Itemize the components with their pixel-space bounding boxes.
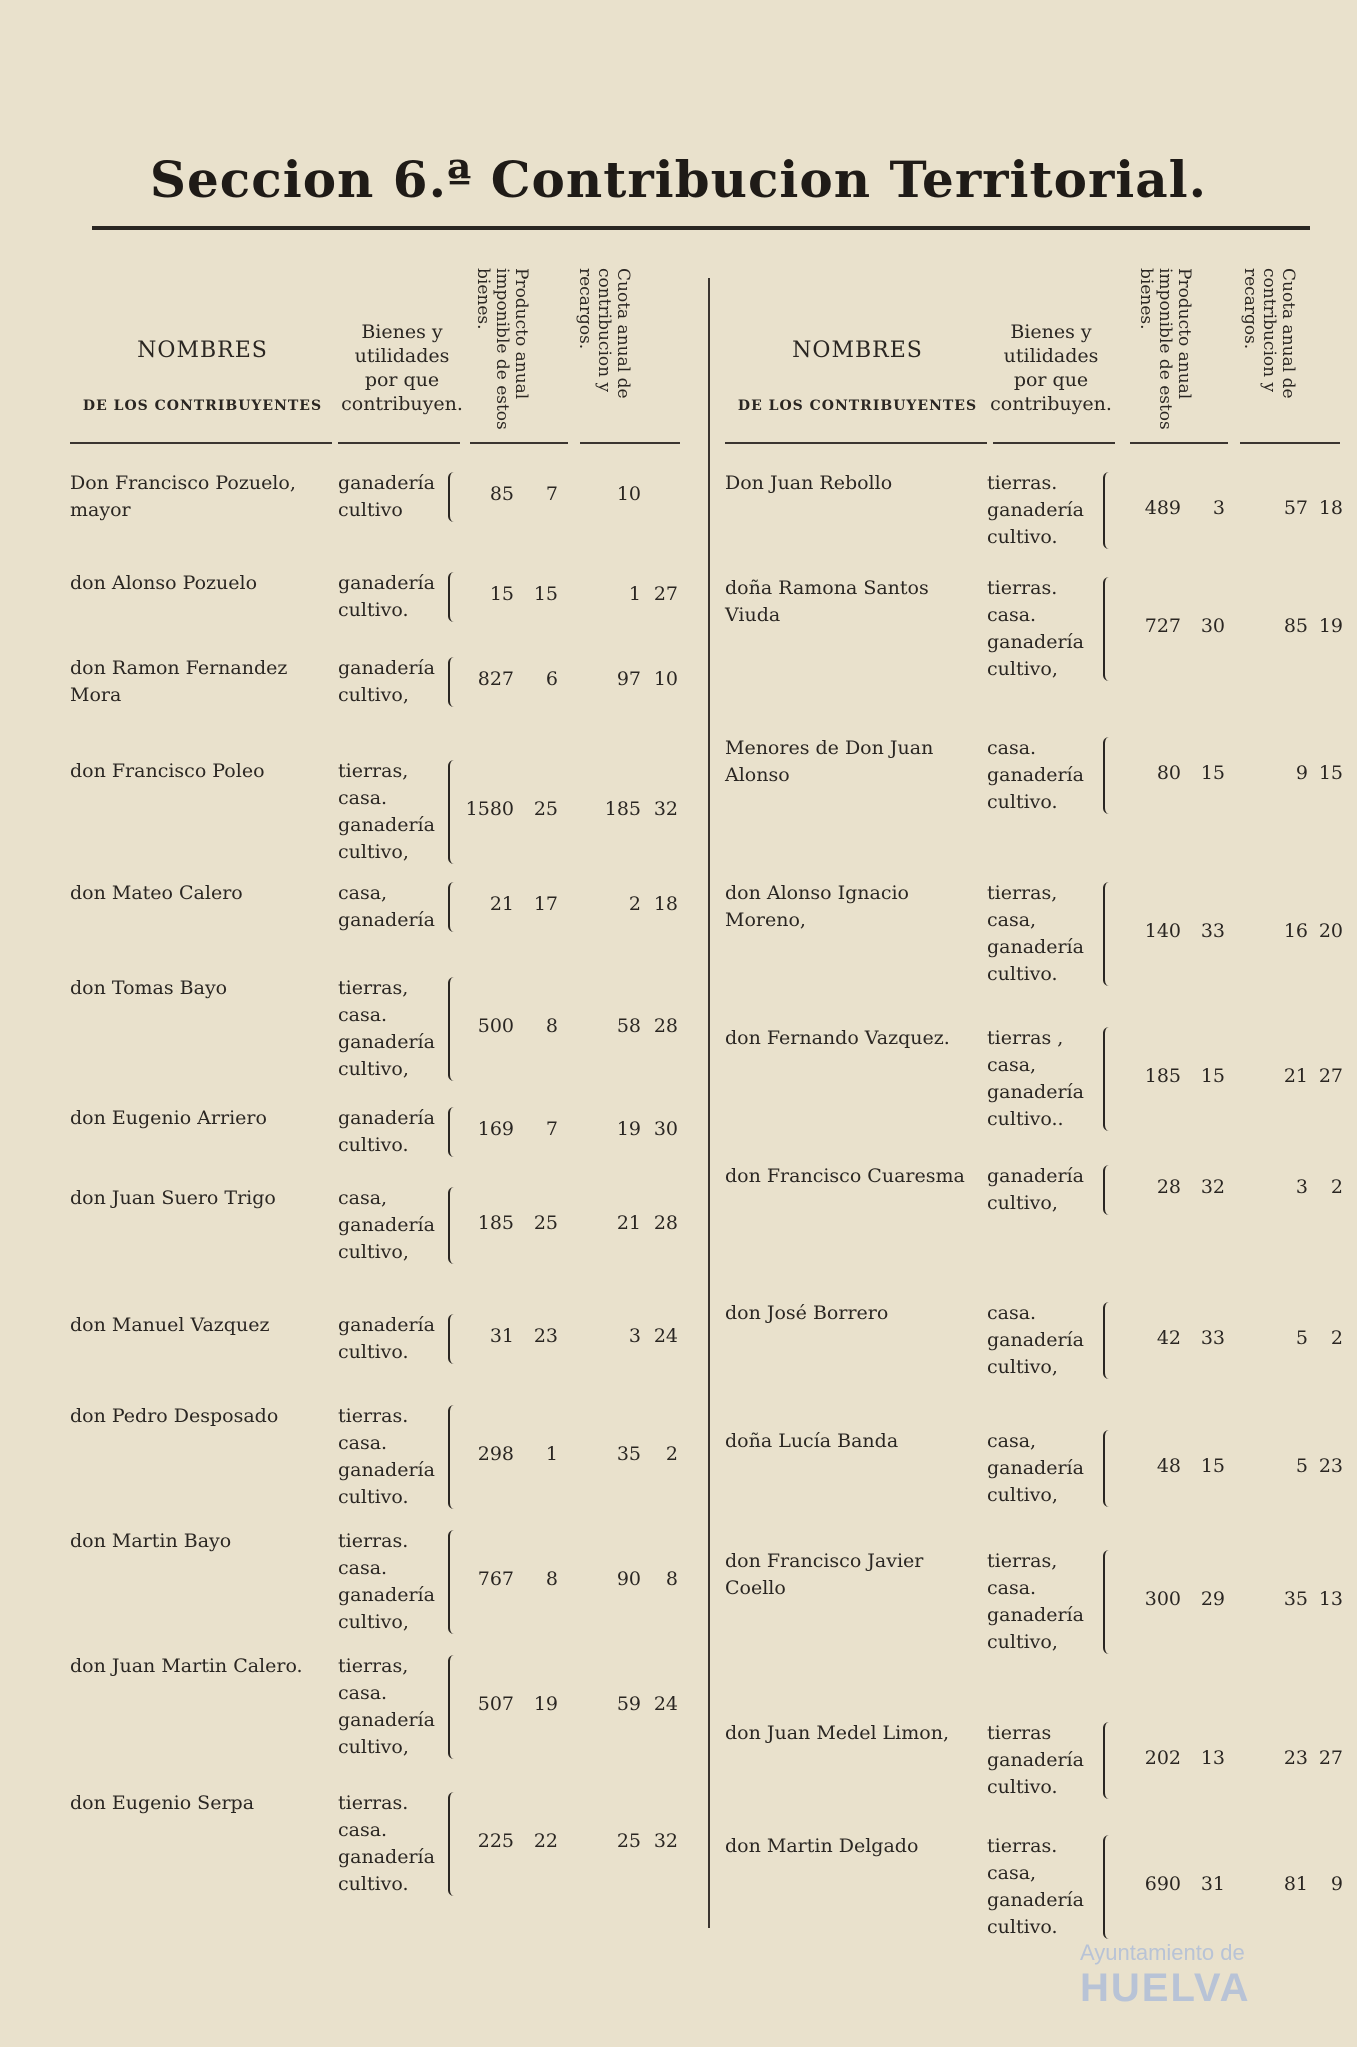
producto-value: 169	[477, 1118, 514, 1140]
producto-value: 827	[477, 668, 514, 690]
property-items: tierras, casa, ganadería cultivo.	[987, 882, 1084, 985]
producto-fraction: 8	[545, 1568, 558, 1590]
cuota-fraction: 2	[1330, 1326, 1343, 1349]
page-title: Seccion 6.ª Contribucion Territorial.	[149, 150, 1208, 209]
cuota-fraction: 15	[1318, 761, 1343, 784]
producto-value: 21	[489, 893, 514, 915]
brace-mark	[1103, 1430, 1117, 1507]
brace-mark	[1103, 1835, 1117, 1939]
cuota-fraction: 13	[1318, 1588, 1343, 1610]
cuota-fraction: 10	[653, 668, 678, 690]
cuota-value: 19	[616, 1118, 641, 1140]
producto-fraction: 7	[545, 483, 558, 505]
cuota-fraction: 27	[1318, 1746, 1343, 1769]
contributor-name: doña Lucía Banda	[725, 1430, 899, 1452]
property-items: ganadería cultivo,	[987, 1165, 1084, 1214]
cuota-value: 85	[1283, 615, 1308, 637]
brace-mark	[448, 1405, 462, 1509]
property-items: tierras, casa. ganadería cultivo,	[987, 1550, 1084, 1653]
contributor-name: don Juan Martin Calero.	[70, 1655, 303, 1677]
contributor-name: don Pedro Desposado	[70, 1405, 279, 1427]
property-items: tierras, casa. ganadería cultivo,	[338, 977, 435, 1080]
producto-fraction: 30	[1200, 615, 1225, 637]
contributor-name: don Eugenio Serpa	[70, 1792, 255, 1814]
cuota-value: 81	[1283, 1873, 1308, 1895]
contributor-name: don Alonso Ignacio Moreno,	[725, 882, 909, 931]
title-rule	[92, 226, 1310, 230]
contributor-name: don Manuel Vazquez	[70, 1314, 270, 1336]
cuota-fraction: 2	[665, 1443, 678, 1465]
cuota-value: 1	[628, 583, 641, 605]
producto-fraction: 8	[545, 1015, 558, 1037]
contributor-name: don Ramon Fernandez Mora	[70, 657, 288, 706]
property-items: ganadería cultivo.	[338, 572, 435, 621]
brace-mark	[1103, 1027, 1117, 1131]
cuota-value: 23	[1283, 1746, 1308, 1769]
property-items: casa. ganadería cultivo.	[987, 737, 1084, 813]
producto-value: 185	[1144, 1065, 1181, 1087]
contributor-name: Don Francisco Pozuelo, mayor	[70, 472, 296, 521]
cuota-fraction: 28	[653, 1211, 678, 1234]
producto-header: Producto anual imponible de estos bienes.	[1136, 268, 1194, 430]
cuota-value: 35	[616, 1443, 641, 1465]
property-items: ganadería cultivo.	[338, 1107, 435, 1156]
brace-mark	[1103, 1722, 1117, 1799]
brace-mark	[1103, 1165, 1117, 1215]
cuota-fraction: 32	[653, 1830, 678, 1852]
producto-fraction: 17	[533, 893, 558, 915]
producto-value: 767	[477, 1568, 514, 1590]
cuota-value: 25	[616, 1830, 641, 1852]
contributor-name: don Martin Bayo	[70, 1530, 232, 1552]
property-items: ganadería cultivo	[338, 472, 435, 521]
cuota-value: 21	[616, 1211, 641, 1234]
cuota-fraction: 24	[653, 1693, 678, 1715]
cuota-fraction: 27	[1318, 1065, 1343, 1087]
property-items: tierras. casa. ganadería cultivo,	[338, 1530, 435, 1633]
contributor-name: doña Ramona Santos Viuda	[725, 577, 929, 626]
cuota-value: 10	[616, 483, 641, 505]
producto-value: 28	[1156, 1176, 1181, 1198]
property-items: ganadería cultivo.	[338, 1314, 435, 1363]
producto-value: 1580	[465, 798, 514, 820]
producto-value: 185	[477, 1211, 514, 1234]
cuota-header: Cuota anual de contribucion y recargos.	[1240, 268, 1298, 399]
brace-mark	[1103, 737, 1117, 814]
property-items: ganadería cultivo,	[338, 657, 435, 706]
contributor-name: don Mateo Calero	[70, 882, 243, 904]
cuota-value: 21	[1283, 1065, 1308, 1087]
property-items: tierras. casa, ganadería cultivo.	[987, 1835, 1084, 1938]
producto-fraction: 13	[1200, 1746, 1225, 1769]
names-header: NOMBRES	[792, 338, 923, 363]
producto-header: Producto anual imponible de estos bienes.	[473, 268, 531, 430]
cuota-value: 5	[1295, 1454, 1308, 1477]
brace-mark	[448, 472, 462, 522]
cuota-fraction: 19	[1318, 615, 1343, 637]
brace-mark	[448, 1187, 462, 1264]
brace-mark	[448, 1530, 462, 1634]
contributor-name: don Francisco Cuaresma	[725, 1165, 965, 1187]
property-items: tierras , casa, ganadería cultivo..	[987, 1027, 1084, 1130]
cuota-value: 59	[616, 1693, 641, 1715]
brace-mark	[448, 1107, 462, 1157]
producto-fraction: 6	[545, 668, 558, 690]
cuota-fraction: 28	[653, 1015, 678, 1037]
property-items: tierras, casa. ganadería cultivo,	[338, 1655, 435, 1758]
cuota-value: 2	[628, 893, 641, 915]
producto-fraction: 29	[1200, 1588, 1225, 1610]
producto-fraction: 3	[1212, 496, 1225, 519]
brace-mark	[1103, 472, 1117, 549]
names-header: NOMBRES	[137, 338, 268, 363]
bienes-header: Bienes y utilidades por que contribuyen.	[990, 321, 1112, 415]
cuota-value: 90	[616, 1568, 641, 1590]
watermark-line2: HUELVA	[1080, 1966, 1251, 2010]
left-column	[70, 260, 685, 1895]
cuota-value: 3	[1295, 1176, 1308, 1198]
brace-mark	[448, 572, 462, 622]
cuota-fraction: 24	[653, 1325, 678, 1347]
producto-value: 489	[1144, 496, 1181, 519]
contributor-name: don José Borrero	[725, 1302, 889, 1324]
property-items: casa. ganadería cultivo,	[987, 1302, 1084, 1378]
cuota-value: 3	[628, 1325, 641, 1347]
brace-mark	[448, 1792, 462, 1896]
contributor-name: don Francisco Javier Coello	[725, 1550, 924, 1599]
contributor-name: Don Juan Rebollo	[725, 472, 893, 494]
right-header	[725, 260, 1345, 450]
cuota-fraction: 30	[653, 1118, 678, 1140]
producto-value: 500	[477, 1015, 514, 1037]
producto-fraction: 15	[533, 583, 558, 605]
producto-fraction: 33	[1200, 920, 1225, 942]
property-items: tierras, casa. ganadería cultivo,	[338, 760, 435, 863]
brace-mark	[448, 1314, 462, 1364]
contributor-name: don Fernando Vazquez.	[725, 1027, 950, 1049]
header-underline	[725, 442, 987, 444]
names-subheader: DE LOS CONTRIBUYENTES	[82, 398, 323, 414]
cuota-value: 35	[1283, 1588, 1308, 1610]
brace-mark	[448, 760, 462, 864]
producto-fraction: 25	[533, 1211, 558, 1234]
producto-value: 202	[1144, 1746, 1181, 1769]
property-items: tierras ganadería cultivo.	[987, 1722, 1084, 1798]
header-underline	[1240, 442, 1340, 444]
cuota-value: 5	[1295, 1326, 1308, 1349]
cuota-fraction: 27	[653, 583, 678, 605]
property-items: tierras. ganadería cultivo.	[987, 472, 1084, 548]
producto-fraction: 23	[533, 1325, 558, 1347]
cuota-value: 16	[1283, 920, 1308, 942]
producto-value: 300	[1144, 1588, 1181, 1610]
contributor-name: don Tomas Bayo	[70, 977, 228, 999]
producto-value: 31	[489, 1325, 514, 1347]
producto-fraction: 19	[533, 1693, 558, 1715]
producto-value: 48	[1156, 1454, 1181, 1477]
brace-mark	[448, 882, 462, 932]
contributor-name: Menores de Don Juan Alonso	[725, 737, 934, 786]
cuota-header: Cuota anual de contribucion y recargos.	[575, 268, 633, 399]
header-underline	[1130, 442, 1228, 444]
cuota-value: 185	[604, 798, 641, 820]
watermark-line1: Ayuntamiento de	[1080, 1940, 1245, 1965]
producto-value: 727	[1144, 615, 1181, 637]
cuota-value: 9	[1295, 761, 1308, 784]
producto-fraction: 15	[1200, 761, 1225, 784]
property-items: tierras. casa. ganadería cultivo.	[338, 1405, 435, 1508]
contributor-name: don Martin Delgado	[725, 1835, 919, 1857]
brace-mark	[1103, 1302, 1117, 1379]
producto-fraction: 33	[1200, 1326, 1225, 1349]
brace-mark	[448, 657, 462, 707]
watermark	[1080, 1940, 1251, 2011]
contributor-name: don Alonso Pozuelo	[70, 572, 258, 594]
column-divider	[708, 278, 710, 1928]
header-underline	[470, 442, 568, 444]
producto-value: 80	[1156, 761, 1181, 784]
property-items: tierras. casa. ganadería cultivo,	[987, 577, 1084, 680]
property-items: tierras. casa. ganadería cultivo.	[338, 1792, 435, 1895]
producto-fraction: 1	[545, 1443, 558, 1465]
cuota-value: 57	[1283, 496, 1308, 519]
producto-fraction: 15	[1200, 1454, 1225, 1477]
cuota-fraction: 32	[653, 798, 678, 820]
cuota-value: 97	[616, 668, 641, 690]
property-items: casa, ganadería cultivo,	[338, 1187, 435, 1263]
cuota-fraction: 23	[1318, 1454, 1343, 1477]
header-underline	[993, 442, 1115, 444]
header-underline	[580, 442, 680, 444]
property-items: casa, ganadería cultivo,	[987, 1430, 1084, 1506]
producto-value: 85	[489, 483, 514, 505]
brace-mark	[448, 977, 462, 1081]
producto-value: 507	[477, 1693, 514, 1715]
bienes-header: Bienes y utilidades por que contribuyen.	[341, 321, 463, 415]
cuota-fraction: 8	[665, 1568, 678, 1590]
contributor-name: don Eugenio Arriero	[70, 1107, 267, 1129]
brace-mark	[1103, 1550, 1117, 1654]
producto-fraction: 32	[1200, 1176, 1225, 1198]
header-underline	[70, 442, 332, 444]
producto-fraction: 22	[533, 1830, 558, 1852]
producto-value: 140	[1144, 920, 1181, 942]
brace-mark	[1103, 577, 1117, 681]
cuota-fraction: 18	[1318, 496, 1343, 519]
producto-value: 42	[1156, 1326, 1181, 1349]
producto-value: 225	[477, 1830, 514, 1852]
producto-fraction: 31	[1200, 1873, 1225, 1895]
contributor-name: don Francisco Poleo	[70, 760, 265, 782]
contributor-name: don Juan Suero Trigo	[70, 1187, 276, 1209]
producto-value: 690	[1144, 1873, 1181, 1895]
producto-value: 15	[489, 583, 514, 605]
cuota-fraction: 20	[1318, 920, 1343, 942]
cuota-fraction: 18	[653, 893, 678, 915]
cuota-value: 58	[616, 1015, 641, 1037]
producto-value: 298	[477, 1443, 514, 1465]
right-column	[725, 260, 1345, 1938]
names-subheader: DE LOS CONTRIBUYENTES	[737, 398, 978, 414]
contributor-name: don Juan Medel Limon,	[725, 1722, 949, 1744]
cuota-fraction: 9	[1330, 1873, 1343, 1895]
brace-mark	[1103, 882, 1117, 986]
brace-mark	[448, 1655, 462, 1759]
producto-fraction: 7	[545, 1118, 558, 1140]
property-items: casa, ganadería	[338, 882, 435, 931]
producto-fraction: 25	[533, 798, 558, 820]
left-header	[70, 260, 685, 450]
producto-fraction: 15	[1200, 1065, 1225, 1087]
header-underline	[338, 442, 460, 444]
cuota-fraction: 2	[1330, 1176, 1343, 1198]
